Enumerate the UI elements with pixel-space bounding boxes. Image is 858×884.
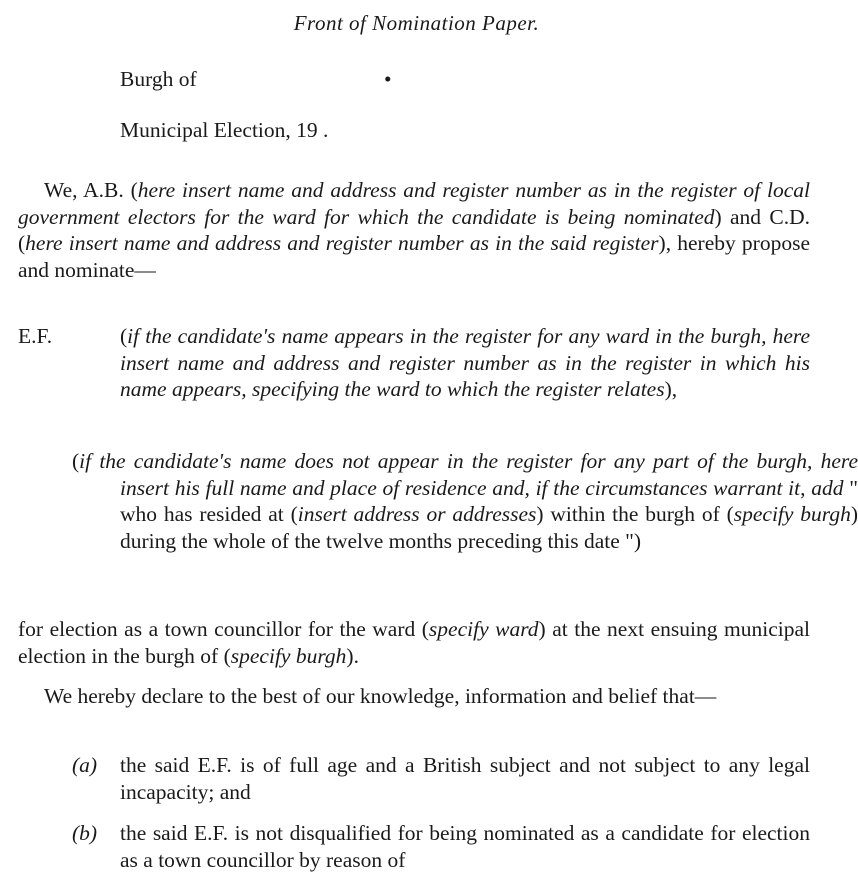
- para1-text-2: ) and C.D. (: [18, 204, 810, 255]
- para1-italic-2: here insert name and address and register number as in the said register: [25, 231, 659, 255]
- para2-italic-1: if the candidate's name appears in the register for any ward in the burgh, here insert name and address and register number as in the register in which his name appears, specifying the ward to which the register relates: [120, 324, 810, 401]
- para3-italic-1: if the candidate's name does not appear in the register for any part of the burgh, here insert his full name and place of residence and, if the circumstances warrant it, add: [79, 449, 858, 500]
- para3-italic-2: insert address or addresses: [297, 502, 537, 526]
- para3-text-1: (: [72, 449, 80, 473]
- para1-italic-1: here insert name and address and register number as in the register of local government electors for the ward for which the candidate is being nominated: [18, 178, 810, 229]
- para3-italic-3: specify burgh: [733, 502, 851, 526]
- para4-text-2: ) at the next ensuing municipal election in the burgh of (: [18, 617, 810, 668]
- para3-text-4: ) during the whole of the twelve months preceding this date "): [120, 502, 858, 553]
- proposer-paragraph: [18, 177, 810, 283]
- election-paragraph: [18, 616, 810, 669]
- item-mark: (a): [72, 753, 98, 777]
- candidate-label: E.F.: [18, 324, 53, 348]
- para4-text-1: for election as a town councillor for the ward (: [18, 617, 429, 641]
- item-text: the said E.F. is of full age and a British subject and not subject to any legal incapacity; and: [120, 753, 810, 804]
- para1-text-1: We, A.B. (: [44, 178, 138, 202]
- para2-text-2: ),: [664, 377, 678, 401]
- declaration-paragraph: We hereby declare to the best of our knowledge, information and belief that—: [44, 684, 717, 708]
- declaration-item-a: [72, 752, 810, 805]
- burgh-dot: •: [384, 67, 392, 91]
- election-line: Municipal Election, 19 .: [120, 118, 329, 142]
- para3-text-3: ) within the burgh of (: [536, 502, 734, 526]
- para3-text-2: " who has resided at (: [120, 475, 858, 526]
- alternative-paragraph: [72, 448, 858, 554]
- para4-text-3: ).: [346, 643, 359, 668]
- burgh-label: Burgh of: [120, 67, 197, 91]
- para4-italic-1: specify ward: [428, 617, 539, 641]
- item-text: the said E.F. is not disqualified for being nominated as a candidate for election as a town councillor by reason of: [120, 821, 810, 872]
- declaration-item-b: [72, 820, 810, 873]
- page-heading: Front of Nomination Paper.: [293, 11, 540, 35]
- para1-text-3: ), hereby propose and nominate—: [18, 231, 810, 282]
- item-mark: (b): [72, 821, 98, 845]
- burgh-line: [120, 66, 392, 93]
- candidate-paragraph: [18, 323, 810, 403]
- para2-text-1: (: [120, 324, 128, 348]
- candidate-body: [120, 323, 810, 403]
- para4-italic-2: specify burgh: [230, 643, 347, 668]
